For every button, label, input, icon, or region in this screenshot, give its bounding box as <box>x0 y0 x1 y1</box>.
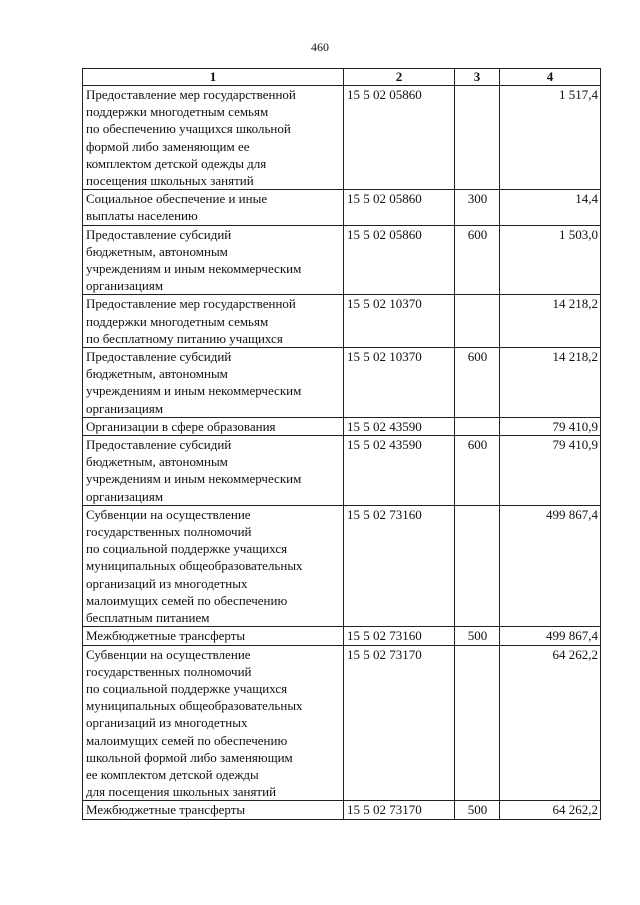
column-header-3: 3 <box>455 69 500 86</box>
table-row <box>83 295 601 348</box>
row-code-cell: 15 5 02 10370 <box>344 295 455 348</box>
row-amount-cell: 64 262,2 <box>500 801 601 819</box>
table-row <box>83 505 601 626</box>
row-amount-cell: 79 410,9 <box>500 417 601 435</box>
row-amount-cell: 14 218,2 <box>500 295 601 348</box>
table-row <box>83 190 601 225</box>
table-row <box>83 417 601 435</box>
row-amount-cell: 14 218,2 <box>500 348 601 418</box>
row-type-cell: 500 <box>455 801 500 819</box>
row-name-cell: Предоставление мер государственной поддержки многодетным семьям по обеспечению учащихся школьной формой либо заменяющим ее комплектом детской одежды для посещения школьных занятий <box>83 86 344 190</box>
page-number: 460 <box>311 40 329 54</box>
row-amount-cell: 64 262,2 <box>500 645 601 801</box>
row-amount-cell: 499 867,4 <box>500 505 601 626</box>
row-type-cell <box>455 86 500 190</box>
column-header-4: 4 <box>500 69 601 86</box>
row-type-cell: 600 <box>455 225 500 295</box>
row-type-cell <box>455 295 500 348</box>
row-amount-cell: 1 517,4 <box>500 86 601 190</box>
row-type-cell <box>455 505 500 626</box>
row-amount-cell: 499 867,4 <box>500 627 601 645</box>
row-amount-cell: 1 503,0 <box>500 225 601 295</box>
column-header-1: 1 <box>83 69 344 86</box>
table-row <box>83 645 601 801</box>
row-name-cell: Организации в сфере образования <box>83 417 344 435</box>
row-amount-cell: 79 410,9 <box>500 436 601 506</box>
row-code-cell: 15 5 02 43590 <box>344 436 455 506</box>
row-type-cell <box>455 645 500 801</box>
row-name-cell: Межбюджетные трансферты <box>83 801 344 819</box>
table-row <box>83 86 601 190</box>
row-type-cell: 500 <box>455 627 500 645</box>
row-name-cell: Предоставление субсидий бюджетным, автономным учреждениям и иным некоммерческим организациям <box>83 348 344 418</box>
column-header-2: 2 <box>344 69 455 86</box>
table-body <box>83 86 601 820</box>
row-name-cell: Предоставление субсидий бюджетным, автономным учреждениям и иным некоммерческим организациям <box>83 436 344 506</box>
table-row <box>83 627 601 645</box>
row-type-cell: 300 <box>455 190 500 225</box>
table-row <box>83 436 601 506</box>
row-type-cell: 600 <box>455 348 500 418</box>
row-code-cell: 15 5 02 05860 <box>344 225 455 295</box>
row-type-cell: 600 <box>455 436 500 506</box>
row-code-cell: 15 5 02 43590 <box>344 417 455 435</box>
table-row <box>83 348 601 418</box>
row-code-cell: 15 5 02 73170 <box>344 801 455 819</box>
budget-table <box>82 68 601 820</box>
row-code-cell: 15 5 02 05860 <box>344 190 455 225</box>
row-amount-cell: 14,4 <box>500 190 601 225</box>
row-code-cell: 15 5 02 10370 <box>344 348 455 418</box>
row-name-cell: Межбюджетные трансферты <box>83 627 344 645</box>
table-header-row <box>83 69 601 86</box>
row-name-cell: Предоставление субсидий бюджетным, автономным учреждениям и иным некоммерческим организациям <box>83 225 344 295</box>
table-row <box>83 225 601 295</box>
row-name-cell: Предоставление мер государственной поддержки многодетным семьям по бесплатному питанию учащихся <box>83 295 344 348</box>
row-code-cell: 15 5 02 73170 <box>344 645 455 801</box>
row-code-cell: 15 5 02 73160 <box>344 505 455 626</box>
row-code-cell: 15 5 02 73160 <box>344 627 455 645</box>
table-row <box>83 801 601 819</box>
row-code-cell: 15 5 02 05860 <box>344 86 455 190</box>
row-name-cell: Социальное обеспечение и иные выплаты населению <box>83 190 344 225</box>
row-name-cell: Субвенции на осуществление государственных полномочий по социальной поддержке учащихся муниципальных общеобразовательных организаций из многодетных малоимущих семей по обеспечению бесплатным питанием <box>83 505 344 626</box>
row-name-cell: Субвенции на осуществление государственных полномочий по социальной поддержке учащихся муниципальных общеобразовательных организаций из многодетных малоимущих семей по обеспечению школьной формой либо заменяющим ее комплектом детской одежды для посещения школьных занятий <box>83 645 344 801</box>
row-type-cell <box>455 417 500 435</box>
